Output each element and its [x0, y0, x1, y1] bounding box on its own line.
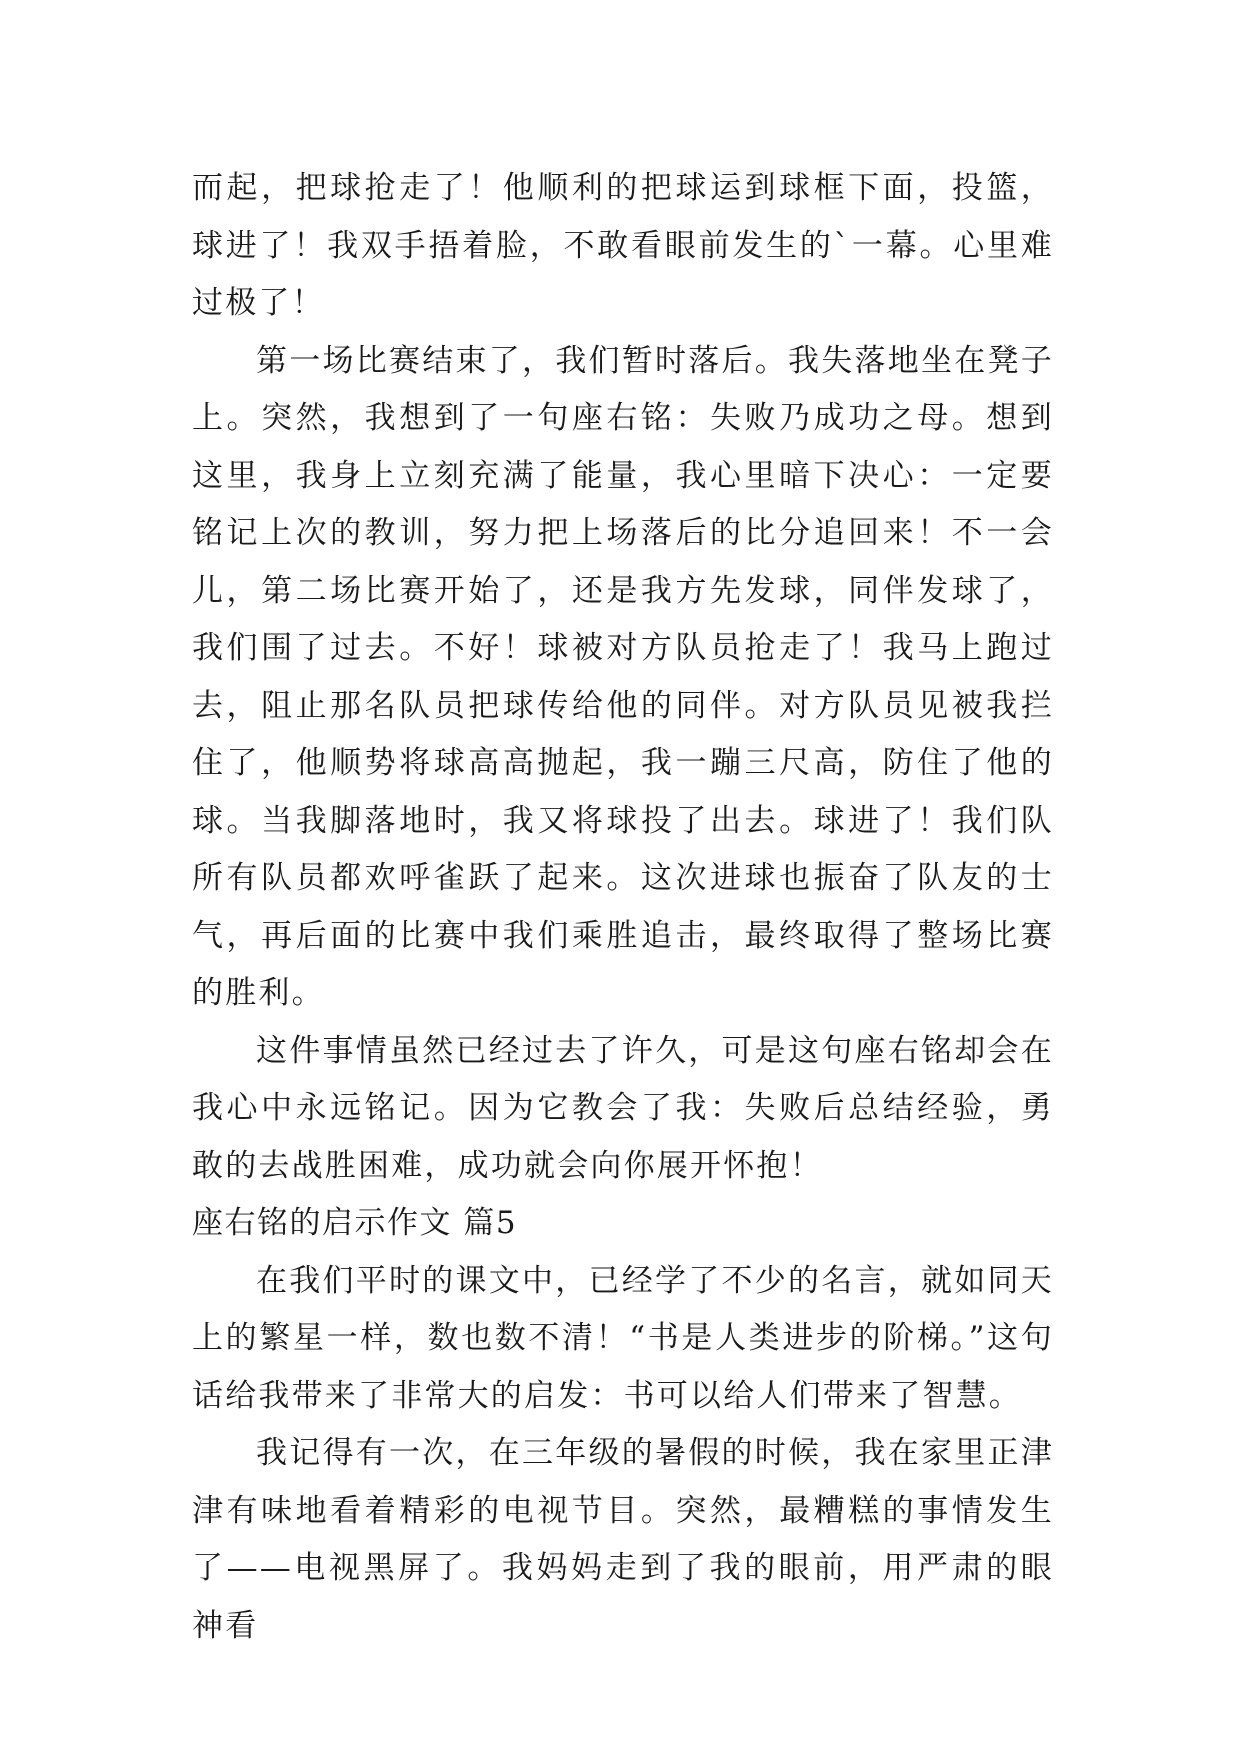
paragraph-section-story: 我记得有一次，在三年级的暑假的时候，我在家里正津津有味地看着精彩的电视节目。突然，最糟糕的事情发生了——电视黑屏了。我妈妈走到了我的眼前，用严肃的眼神看	[192, 1435, 1054, 1644]
paragraph-section-intro: 在我们平时的课文中，已经学了不少的名言，就如同天上的繁星一样，数也数不清！“书是人类进步的阶梯。”这句话给我带来了非常大的启发：书可以给人们带来了智慧。	[192, 1262, 1054, 1414]
document-body	[192, 160, 1054, 1655]
paragraph-conclusion: 这件事情虽然已经过去了许久，可是这句座右铭却会在我心中永远铭记。因为它教会了我：失败后总结经验，勇敢的去战胜困难，成功就会向你展开怀抱！	[192, 1032, 1054, 1184]
paragraph-second-match: 第一场比赛结束了，我们暂时落后。我失落地坐在凳子上。突然，我想到了一句座右铭：失败乃成功之母。想到这里，我身上立刻充满了能量，我心里暗下决心：一定要铭记上次的教训，努力把上场落后的比分追回来！不一会儿，第二场比赛开始了，还是我方先发球，同伴发球了，我们围了过去。不好！球被对方队员抢走了！我马上跑过去，阻止那名队员把球传给他的同伴。对方队员见被我拦住了，他顺势将球高高抛起，我一蹦三尺高，防住了他的球。当我脚落地时，我又将球投了出去。球进了！我们队所有队员都欢呼雀跃了起来。这次进球也振奋了队友的士气，再后面的比赛中我们乘胜追击，最终取得了整场比赛的胜利。	[192, 342, 1054, 1011]
paragraph-continuation: 而起，把球抢走了！他顺利的把球运到球框下面，投篮，球进了！我双手捂着脸，不敢看眼前发生的`一幕。心里难过极了！	[192, 170, 1054, 321]
section-heading: 座右铭的启示作文 篇5	[192, 1205, 518, 1241]
